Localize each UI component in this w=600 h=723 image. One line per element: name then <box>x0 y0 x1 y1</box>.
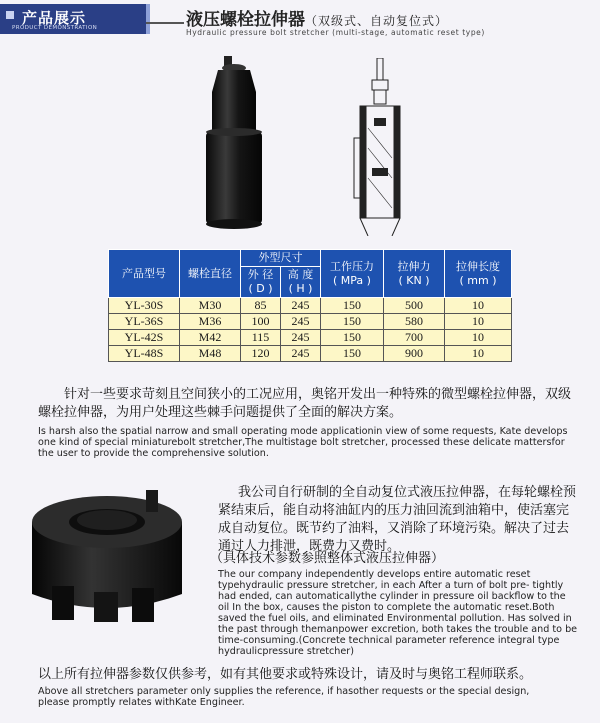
tag-square-icon <box>6 11 14 19</box>
auto-reset-note: （具体技术参数参照整体式液压拉伸器） <box>210 551 445 566</box>
footer-english: Above all stretchers parameter only supplies the reference, if hasother requests or the special design, please promptly relates withKate Engineer. <box>38 686 530 708</box>
table-cell: 900 <box>384 346 445 362</box>
auto-reset-stretcher-photo <box>22 482 192 630</box>
table-cell: 150 <box>321 330 384 346</box>
table-cell: 10 <box>445 330 512 346</box>
table-cell: 580 <box>384 314 445 330</box>
col-od: 外 径 ( D ) <box>241 267 281 298</box>
col-diameter: 螺栓直径 <box>180 250 241 298</box>
intro-english: Is harsh also the spatial narrow and small operating mode applicationin view of some requests, Kate develops one kind of special miniaturebolt stretcher,The multistage bolt stretcher, processed these delicate mattersfor the user to provide the comprehensive solution. <box>38 426 568 459</box>
table-row <box>109 346 512 362</box>
auto-reset-english: The our company independently develops entire automatic reset typehydraulic pressure stretcher, in each After a turn of bolt pre- tightly had ended, can automaticallythe cylinder in pressure oil backflow to the oil In the box, causes the piston to complete the automatic reset.Both saved the fuel oils, and eliminated Environmental pollution. Has solved in the past through themanpower excretion, both takes the trouble and to be time-consuming.(Concrete technical parameter reference integral type hydraulicpressure stretcher) <box>218 569 578 657</box>
table-cell: YL-48S <box>109 346 180 362</box>
table-cell: 245 <box>281 346 321 362</box>
table-cell: 120 <box>241 346 281 362</box>
footer-chinese: 以上所有拉伸器参数仅供参考，如有其他要求或特殊设计，请及时与奥铭工程师联系。 <box>38 667 533 682</box>
stretcher-photo <box>198 52 270 232</box>
table-cell: 10 <box>445 298 512 314</box>
col-force: 拉伸力 ( KN ) <box>384 250 445 298</box>
cross-section-diagram <box>350 58 410 236</box>
section-tag-title: 产品展示 <box>22 9 87 27</box>
col-length: 拉伸长度 ( mm ) <box>445 250 512 298</box>
page-title <box>186 5 448 30</box>
col-dims: 外型尺寸 <box>241 250 321 267</box>
table-row <box>109 330 512 346</box>
table-cell: 500 <box>384 298 445 314</box>
section-tag-subtitle: PRODUCT DEMONSTRATION <box>12 25 98 31</box>
col-pressure: 工作压力 ( MPa ) <box>321 250 384 298</box>
spec-table <box>108 249 512 362</box>
page-title-sub: （双级式、自动复位式） <box>305 14 449 28</box>
col-height: 高 度 ( H ) <box>281 267 321 298</box>
auto-reset-chinese: 我公司自行研制的全自动复位式液压拉伸器，在每轮螺栓预紧结束后，能自动将油缸内的压力油回流到油箱中，使活塞完成自动复位。既节约了油料，又消除了环境污染。解决了过去通过人力排泄，既费力又费时。 <box>218 485 577 554</box>
table-cell: M42 <box>180 330 241 346</box>
table-cell: M48 <box>180 346 241 362</box>
col-model: 产品型号 <box>109 250 180 298</box>
table-row <box>109 314 512 330</box>
table-cell: M30 <box>180 298 241 314</box>
table-cell: YL-36S <box>109 314 180 330</box>
table-cell: 10 <box>445 346 512 362</box>
page-title-main: 液压螺栓拉伸器 <box>186 10 305 30</box>
table-cell: 150 <box>321 314 384 330</box>
table-cell: M36 <box>180 314 241 330</box>
table-cell: 245 <box>281 330 321 346</box>
intro-chinese: 针对一些要求苛刻且空间狭小的工况应用，奥铭开发出一种特殊的微型螺栓拉伸器，双级螺栓拉伸器，为用户处理这些棘手问题提供了全面的解决方案。 <box>38 387 572 420</box>
table-row <box>109 298 512 314</box>
header-divider <box>146 22 184 24</box>
table-cell: 245 <box>281 298 321 314</box>
table-cell: 115 <box>241 330 281 346</box>
table-cell: 700 <box>384 330 445 346</box>
page-title-english: Hydraulic pressure bolt stretcher (multi-stage, automatic reset type) <box>186 28 485 37</box>
table-cell: 10 <box>445 314 512 330</box>
table-cell: 245 <box>281 314 321 330</box>
section-tag <box>0 4 150 34</box>
table-cell: 100 <box>241 314 281 330</box>
table-cell: YL-42S <box>109 330 180 346</box>
table-cell: YL-30S <box>109 298 180 314</box>
table-cell: 85 <box>241 298 281 314</box>
table-cell: 150 <box>321 346 384 362</box>
table-cell: 150 <box>321 298 384 314</box>
